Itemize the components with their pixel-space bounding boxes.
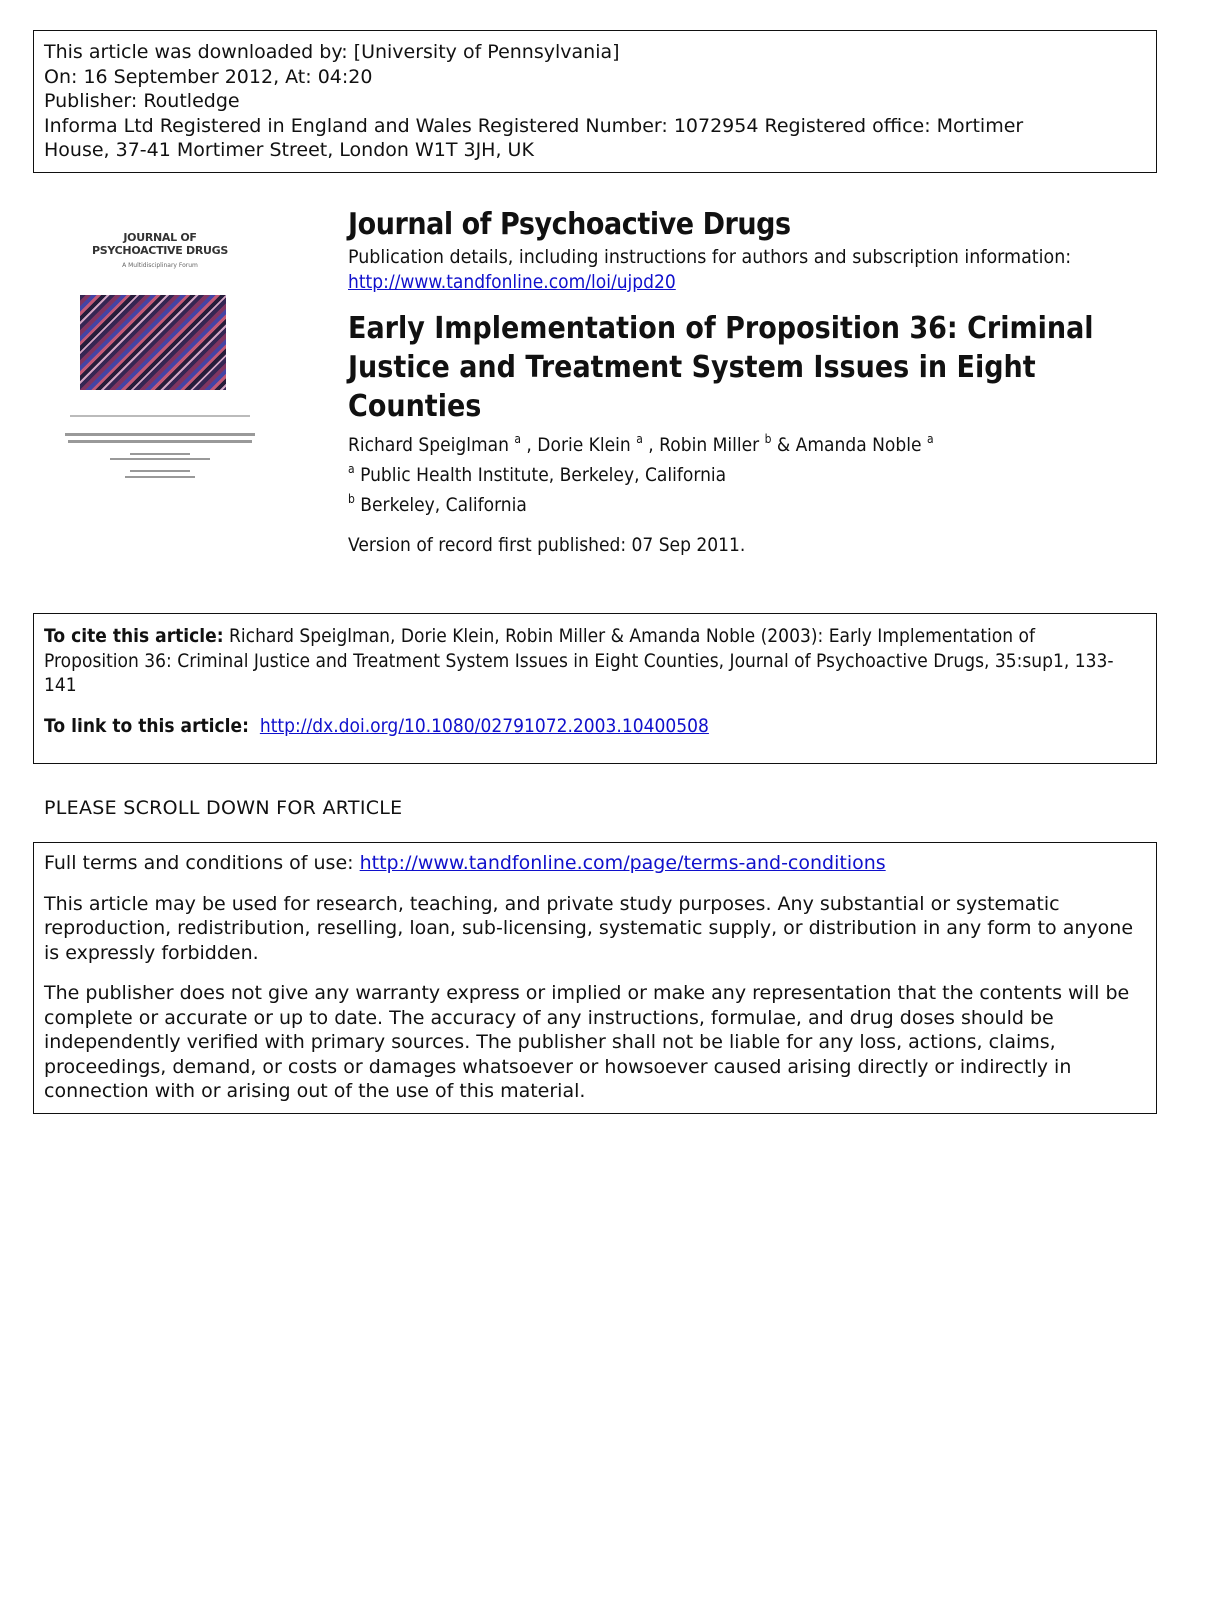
cover-rule — [70, 415, 250, 417]
affiliation-b — [348, 492, 527, 516]
author-separator: , — [642, 434, 660, 456]
affiliation-mark: a — [514, 432, 521, 446]
link-row — [44, 714, 1120, 739]
cover-text-block — [130, 470, 190, 472]
download-line: House, 37-41 Mortimer Street, London W1T 3JH, UK — [44, 139, 534, 161]
terms-row — [44, 851, 1146, 876]
author-name: Richard Speiglman — [348, 434, 509, 456]
cover-title-line1: JOURNAL OF — [123, 231, 197, 244]
cover-text-block — [65, 433, 255, 436]
journal-link[interactable]: http://www.tandfonline.com/loi/ujpd20 — [348, 271, 676, 293]
cite-text: Richard Speiglman, Dorie Klein, Robin Miller & Amanda Noble (2003): Early Implementation of Proposition 36: Criminal Justice and Treatment System Issues in Eight Counties, Journal of Psychoactive Drugs, 35:sup1, 133-141 — [44, 625, 1114, 696]
terms-paragraph-usage: This article may be used for research, teaching, and private study purposes. Any substantial or systematic reproduction, redistribution, reselling, loan, sub-licensing, systematic supply, or distribution in any form to anyone is expressly forbidden. — [44, 892, 1134, 964]
cover-text-block — [125, 476, 195, 478]
author-name: Dorie Klein — [537, 434, 631, 456]
affiliation-mark: a — [926, 432, 934, 446]
author-separator: , — [520, 434, 538, 456]
affiliation-a — [348, 462, 726, 486]
terms-link[interactable]: http://www.tandfonline.com/page/terms-and-conditions — [359, 852, 886, 874]
terms-label: Full terms and conditions of use: — [44, 852, 354, 874]
affiliation-mark: a — [348, 462, 355, 476]
scroll-notice: PLEASE SCROLL DOWN FOR ARTICLE — [44, 797, 403, 819]
author-name: Amanda Noble — [795, 434, 922, 456]
cover-text-block — [68, 440, 252, 443]
article-title: Early Implementation of Proposition 36: Criminal Justice and Treatment System Issues in Eight Counties — [348, 311, 1094, 424]
cite-label: To cite this article: — [44, 625, 224, 647]
affiliation-text: Public Health Institute, Berkeley, California — [360, 464, 727, 486]
doi-link[interactable]: http://dx.doi.org/10.1080/02791072.2003.10400508 — [259, 714, 709, 737]
affiliation-text: Berkeley, California — [360, 494, 527, 516]
cite-paragraph — [44, 624, 1120, 698]
cover-artwork — [80, 295, 226, 390]
version-of-record: Version of record first published: 07 Sep 2011. — [348, 534, 746, 556]
download-line: Informa Ltd Registered in England and Wales Registered Number: 1072954 Registered office: Mortimer — [44, 114, 1024, 137]
terms-box — [33, 842, 1157, 1114]
publication-details: Publication details, including instructions for authors and subscription information: — [348, 246, 1072, 268]
download-line: On: 16 September 2012, At: 04:20 — [44, 65, 373, 88]
author-separator: & — [771, 434, 796, 456]
link-label: To link to this article: — [44, 714, 249, 737]
cover-text-block — [130, 453, 190, 455]
cover-title-line2: PSYCHOACTIVE DRUGS — [91, 244, 229, 257]
download-line: This article was downloaded by: [University of Pennsylvania] — [44, 41, 620, 63]
cover-subtitle: A Multidisciplinary Forum — [122, 262, 198, 269]
author-name: Robin Miller — [659, 434, 760, 456]
download-line: Publisher: Routledge — [44, 90, 240, 112]
journal-cover-image — [60, 195, 260, 500]
affiliation-mark: b — [348, 492, 355, 506]
author-list — [348, 432, 934, 456]
cover-text-block — [110, 458, 210, 460]
journal-name: Journal of Psychoactive Drugs — [348, 207, 791, 242]
affiliation-mark: a — [636, 432, 643, 446]
citation-box — [33, 613, 1157, 764]
terms-paragraph-disclaimer: The publisher does not give any warranty express or implied or make any representation that the contents will be complete or accurate or up to date. The accuracy of any instructions, formulae, and drug doses should be independently verified with primary sources. The publisher shall not be liable for any loss, actions, claims, proceedings, demand, or costs or damages whatsoever or howsoever caused arising directly or indirectly in connection with or arising out of the use of this material. — [44, 982, 1130, 1102]
download-notice-box — [33, 30, 1157, 173]
affiliation-mark: b — [764, 432, 772, 446]
